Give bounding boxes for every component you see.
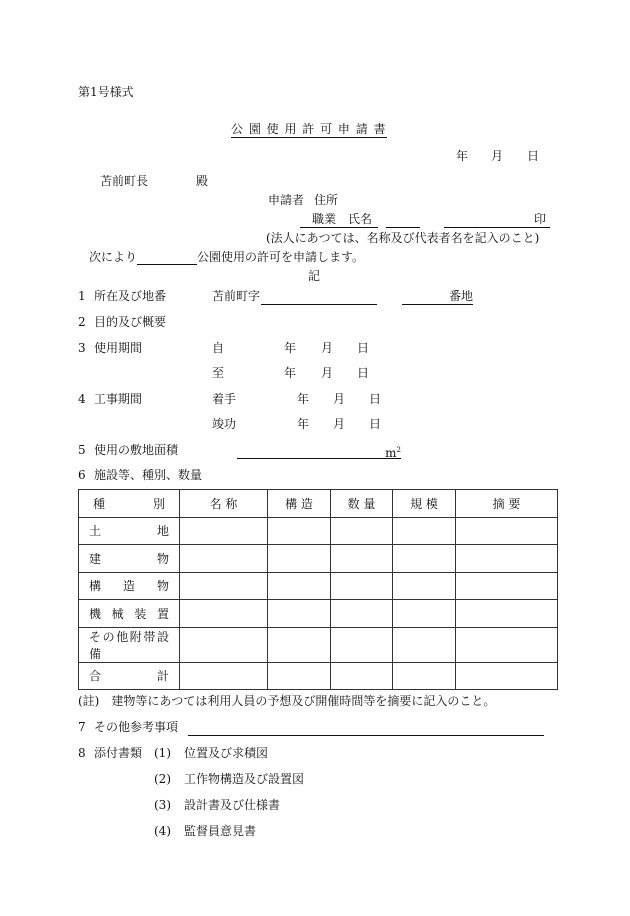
seal-mark: 印 (533, 212, 546, 226)
date-month: 月 (491, 149, 504, 163)
construction-end: 竣功 (212, 417, 237, 431)
row-label-building: 建物 (79, 545, 180, 573)
ki-label: 記 (308, 269, 321, 283)
item1-label: 所在及び地番 (94, 289, 167, 303)
table-note: (註) 建物等にあつては利用人員の予想及び開催時間等を摘要に記入のこと。 (78, 694, 496, 708)
item2-label: 目的及び概要 (94, 315, 167, 329)
request-prefix: 次により (89, 250, 138, 264)
table-cell[interactable] (456, 572, 558, 600)
date-year: 年 (456, 149, 469, 163)
item3-label: 使用期間 (94, 341, 143, 355)
attachment-text: 監督員意見書 (184, 824, 257, 838)
address-label: 住所 (314, 193, 339, 207)
header-scale: 規 模 (393, 490, 456, 518)
table-cell[interactable] (268, 517, 331, 545)
row-label-land: 土地 (79, 517, 180, 545)
table-cell[interactable] (180, 545, 268, 573)
attachment-text: 工作物構造及び設置図 (184, 772, 305, 786)
seal-field[interactable] (444, 211, 550, 228)
item6-num: 6 (78, 468, 86, 482)
table-cell[interactable] (456, 627, 558, 662)
attachment-item (154, 771, 304, 787)
construction-start-day: 日 (369, 392, 382, 406)
usage-to-day: 日 (357, 366, 370, 380)
item1-num: 1 (78, 289, 86, 303)
table-cell[interactable] (180, 662, 268, 690)
table-cell[interactable] (393, 572, 456, 600)
table-cell[interactable] (331, 517, 393, 545)
attachment-num: (2) (154, 772, 171, 786)
row-label-structure: 構造物 (79, 572, 180, 600)
item7-label: その他参考事項 (94, 720, 179, 734)
row-label-other-equipment: その他附帯設備 (79, 627, 180, 662)
header-name: 名 称 (180, 490, 268, 518)
attachment-item (154, 797, 280, 813)
table-cell[interactable] (268, 662, 331, 690)
page-title: 公 園 使 用 許 可 申 請 書 (231, 122, 387, 136)
area-unit-sup: 2 (396, 446, 401, 454)
construction-start-month: 月 (333, 392, 346, 406)
attachment-text: 設計書及び仕様書 (184, 798, 281, 812)
occupation-name-label: 職業 氏名 (300, 211, 378, 228)
attachment-item (154, 745, 268, 761)
table-cell[interactable] (331, 572, 393, 600)
usage-from-month: 月 (321, 341, 334, 355)
table-cell[interactable] (393, 600, 456, 628)
item4-label: 工事期間 (94, 392, 143, 406)
item4-num: 4 (78, 392, 86, 406)
table-cell[interactable] (268, 627, 331, 662)
construction-end-year: 年 (297, 417, 310, 431)
header-quantity: 数 量 (331, 490, 393, 518)
table-row (79, 600, 558, 628)
location-town: 苫前町字 (212, 289, 261, 303)
table-row (79, 545, 558, 573)
area-field[interactable] (237, 442, 401, 459)
attachment-text: 位置及び求積図 (184, 746, 269, 760)
facility-table (78, 489, 558, 690)
attachment-num: (1) (154, 746, 171, 760)
applicant-label: 申請者 (268, 193, 305, 207)
table-cell[interactable] (268, 572, 331, 600)
banchi-field[interactable] (402, 288, 473, 305)
table-cell[interactable] (331, 545, 393, 573)
table-cell[interactable] (331, 627, 393, 662)
other-field[interactable] (188, 719, 544, 736)
item3-num: 3 (78, 341, 86, 355)
table-cell[interactable] (456, 600, 558, 628)
date-day: 日 (527, 149, 540, 163)
attachment-num: (4) (154, 824, 171, 838)
addressee-honorific: 殿 (196, 174, 209, 188)
table-cell[interactable] (331, 600, 393, 628)
item8-label: 添付書類 (94, 746, 143, 760)
table-row (79, 517, 558, 545)
construction-end-day: 日 (369, 417, 382, 431)
table-cell[interactable] (393, 662, 456, 690)
item6-label: 施設等、種別、数量 (94, 468, 203, 482)
table-header-row (79, 490, 558, 518)
location-field[interactable] (261, 288, 377, 305)
addressee-name: 苫前町長 (100, 174, 149, 188)
usage-from-year: 年 (284, 341, 297, 355)
table-cell[interactable] (180, 600, 268, 628)
table-cell[interactable] (456, 545, 558, 573)
header-remarks: 摘 要 (456, 490, 558, 518)
request-suffix: 公園使用の許可を申請します。 (197, 250, 365, 264)
table-row (79, 627, 558, 662)
item8-num: 8 (78, 746, 86, 760)
attachment-num: (3) (154, 798, 171, 812)
occupation-name-field[interactable] (386, 211, 420, 228)
item5-num: 5 (78, 443, 86, 457)
item7-num: 7 (78, 720, 86, 734)
corporate-note: (法人にあつては、名称及び代表者名を記入のこと) (266, 231, 540, 245)
header-structure: 構 造 (268, 490, 331, 518)
table-cell[interactable] (393, 545, 456, 573)
header-kind: 種別 (79, 490, 180, 518)
table-cell[interactable] (180, 627, 268, 662)
usage-to-month: 月 (321, 366, 334, 380)
table-cell[interactable] (268, 545, 331, 573)
table-row (79, 572, 558, 600)
form-number: 第1号様式 (78, 85, 134, 99)
usage-from-day: 日 (357, 341, 370, 355)
usage-to-year: 年 (284, 366, 297, 380)
row-label-machinery: 機械装置 (79, 600, 180, 628)
usage-from: 自 (212, 341, 225, 355)
table-cell[interactable] (331, 662, 393, 690)
park-name-field[interactable] (137, 249, 197, 265)
table-cell[interactable] (393, 627, 456, 662)
item2-num: 2 (78, 315, 86, 329)
table-cell[interactable] (456, 662, 558, 690)
table-cell[interactable] (393, 517, 456, 545)
table-cell[interactable] (268, 600, 331, 628)
construction-end-month: 月 (333, 417, 346, 431)
table-cell[interactable] (180, 517, 268, 545)
construction-start: 着手 (212, 392, 237, 406)
item5-label: 使用の敷地面積 (94, 443, 179, 457)
table-cell[interactable] (456, 517, 558, 545)
table-cell[interactable] (180, 572, 268, 600)
attachment-item (154, 823, 256, 839)
banchi-label: 番地 (448, 289, 473, 303)
usage-to: 至 (212, 366, 225, 380)
area-unit: m (385, 446, 397, 460)
request-sentence (89, 249, 364, 265)
table-row (79, 662, 558, 690)
row-label-total: 合計 (79, 662, 180, 690)
construction-start-year: 年 (297, 392, 310, 406)
